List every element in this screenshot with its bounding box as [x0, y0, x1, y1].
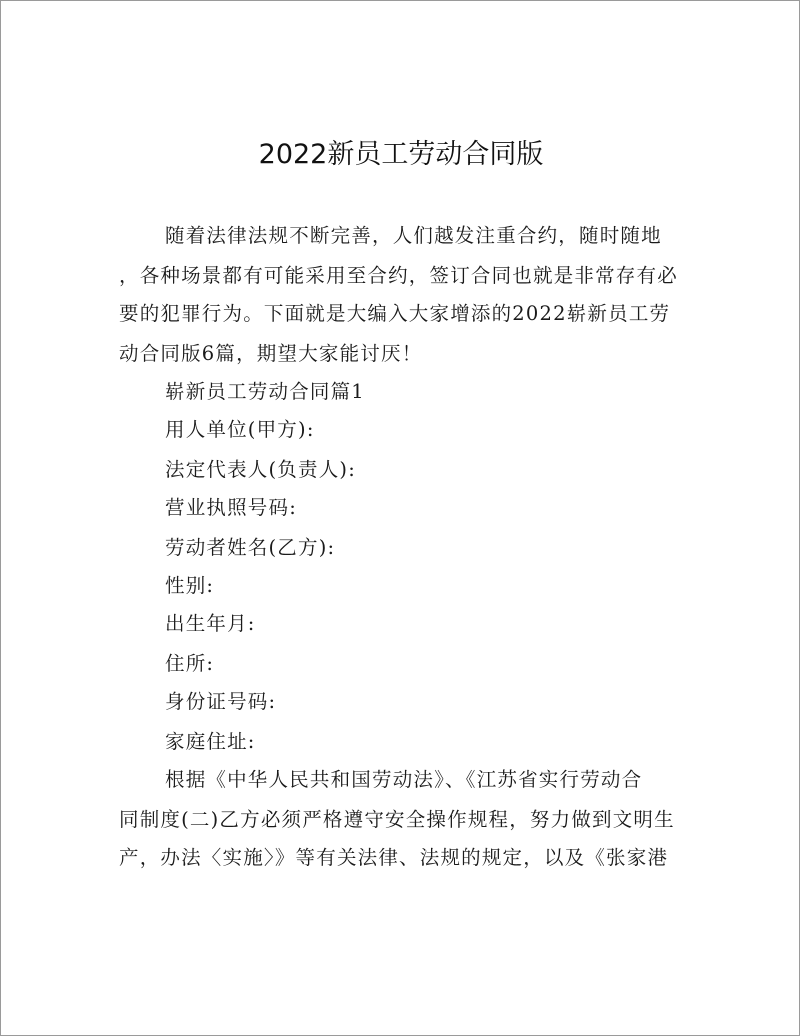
- intro-line-1: 随着法律法规不断完善，人们越发注重合约，随时随地: [165, 224, 662, 247]
- section-heading: 崭新员工劳动合同篇1: [165, 380, 365, 403]
- field-home-address: 家庭住址:: [165, 730, 256, 753]
- intro-line-4: 动合同版6篇，期望大家能讨厌！: [119, 342, 423, 365]
- field-id-number: 身份证号码:: [165, 690, 277, 713]
- field-residence: 住所:: [165, 652, 215, 675]
- field-license-number: 营业执照号码:: [165, 496, 297, 519]
- field-birth-date: 出生年月:: [165, 612, 256, 635]
- field-employee-name: 劳动者姓名(乙方):: [165, 536, 336, 559]
- field-legal-rep: 法定代表人(负责人):: [165, 458, 356, 481]
- body-line-2: 同制度(二)乙方必须严格遵守安全操作规程，努力做到文明生: [119, 808, 675, 831]
- intro-line-2: ，各种场景都有可能采用至合约，签订合同也就是非常存有必: [119, 264, 678, 287]
- field-gender: 性别:: [165, 574, 215, 597]
- field-employer: 用人单位(甲方):: [165, 418, 315, 441]
- intro-line-3: 要的犯罪行为。下面就是大编入大家增添的2022崭新员工劳: [119, 302, 671, 325]
- document-title: 2022新员工劳动合同版: [258, 139, 544, 170]
- body-line-3: 产，办法〈实施〉》等有关法律、法规的规定，以及《张家港: [119, 846, 669, 869]
- body-line-1: 根据《中华人民共和国劳动法》、《江苏省实行劳动合: [165, 768, 643, 791]
